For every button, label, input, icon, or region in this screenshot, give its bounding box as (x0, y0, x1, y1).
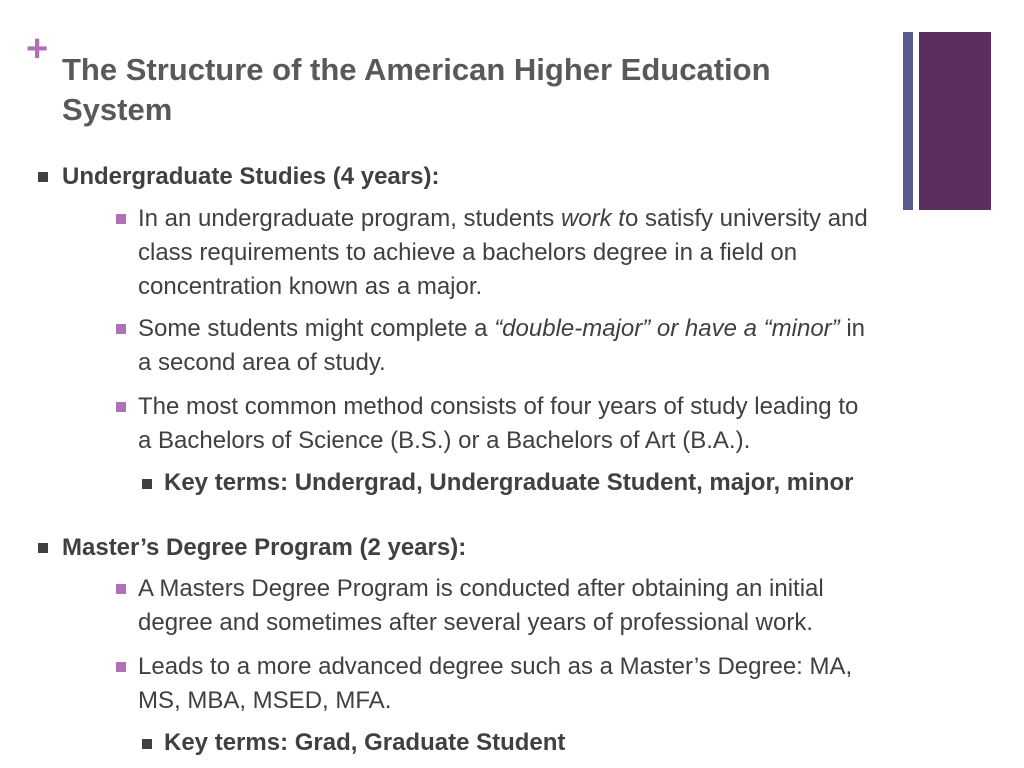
plus-icon: + (26, 28, 49, 70)
text-run: in (839, 315, 866, 342)
bullet-square-icon (142, 479, 152, 489)
undergrad-p3-line1: The most common method consists of four years of study leading to (138, 393, 859, 420)
masters-p1-line1: A Masters Degree Program is conducted after obtaining an initial (138, 575, 824, 602)
undergrad-p1-line2: class requirements to achieve a bachelors degree in a field on (138, 239, 798, 266)
undergrad-p1-line1 (138, 202, 868, 236)
undergrad-p3-line2: a Bachelors of Science (B.S.) or a Bachelors of Art (B.A.). (138, 427, 751, 454)
undergrad-p2-line2: a second area of study. (138, 349, 386, 376)
undergrad-key-terms: Key terms: Undergrad, Undergraduate Student, major, minor (164, 469, 854, 496)
text-run-italic: work t (560, 205, 625, 232)
text-run: In an undergraduate program, students (138, 205, 561, 232)
bullet-square-icon (142, 739, 152, 749)
bullet-square-icon (116, 214, 126, 224)
bullet-square-icon (38, 172, 48, 182)
masters-key-terms: Key terms: Grad, Graduate Student (164, 729, 566, 756)
slide-title: The Structure of the American Higher Education System (62, 52, 771, 127)
undergrad-heading: Undergraduate Studies (4 years): (62, 163, 440, 190)
masters-p2-line2: MS, MBA, MSED, MFA. (138, 687, 392, 714)
text-run: o satisfy university and (624, 205, 868, 232)
masters-p1-line2: degree and sometimes after several years of professional work. (138, 609, 813, 636)
masters-heading: Master’s Degree Program (2 years): (62, 534, 467, 561)
bullet-square-icon (38, 543, 48, 553)
bullet-square-icon (116, 584, 126, 594)
undergrad-p1-line3: concentration known as a major. (138, 273, 483, 300)
bullet-square-icon (116, 402, 126, 412)
bullet-square-icon (116, 662, 126, 672)
bullet-square-icon (116, 324, 126, 334)
undergrad-p2-line1 (138, 312, 865, 346)
text-run: Some students might complete a (138, 315, 495, 342)
masters-p2-line1: Leads to a more advanced degree such as a Master’s Degree: MA, (138, 653, 853, 680)
text-run-italic: “double-major” or have a “minor” (494, 315, 840, 342)
